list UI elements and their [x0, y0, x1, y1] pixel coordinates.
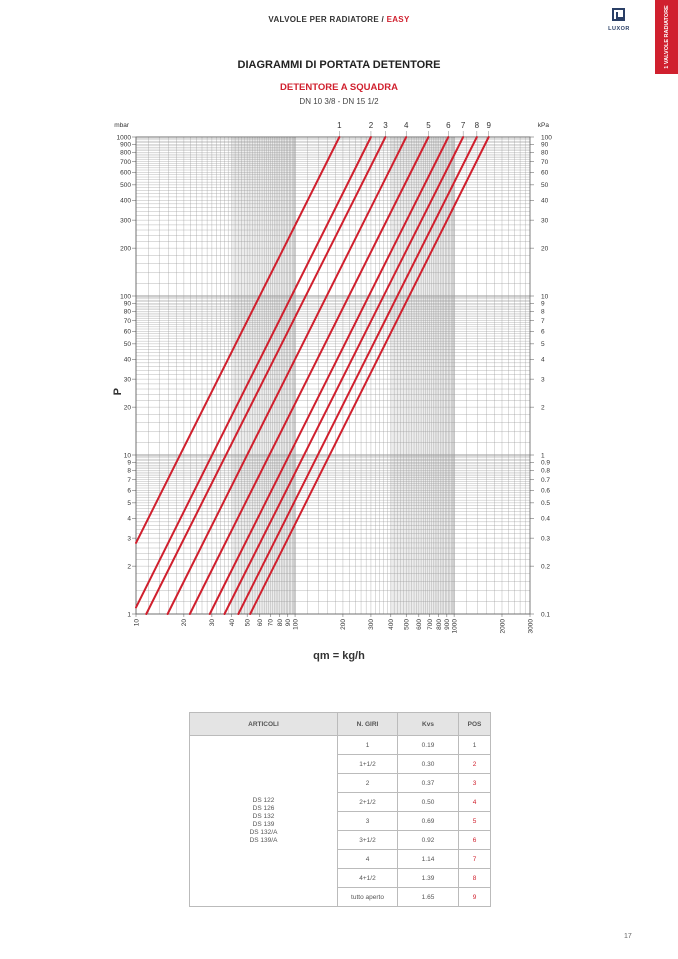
series-label-9: 9 — [486, 121, 491, 130]
series-label-2: 2 — [368, 121, 374, 130]
y-tick-label-left: 90 — [123, 300, 131, 308]
y-tick-label-right: 100 — [541, 134, 552, 142]
pos-cell: 7 — [459, 850, 491, 869]
x-tick-label: 400 — [388, 619, 396, 630]
y-tick-label-left: 50 — [123, 341, 131, 349]
y-tick-label-left: 100 — [120, 293, 131, 301]
header-kvs: Kvs — [398, 713, 459, 736]
y-tick-label-right: 20 — [541, 245, 549, 253]
y-tick-label-right: 0.3 — [541, 535, 551, 543]
y-tick-label-left: 4 — [127, 515, 131, 523]
plot-frame — [136, 137, 530, 614]
series-label-7: 7 — [460, 121, 466, 130]
y-tick-label-left: 30 — [123, 376, 131, 384]
giri-cell: 2+1/2 — [338, 793, 398, 812]
x-tick-label: 90 — [285, 619, 293, 627]
y-tick-label-right: 0.5 — [541, 500, 551, 508]
x-tick-label: 1000 — [451, 619, 459, 634]
pos-cell: 5 — [459, 812, 491, 831]
y-tick-label-left: 400 — [120, 197, 131, 205]
y-tick-label-left: 8 — [127, 467, 131, 475]
y-tick-label-right: 7 — [541, 317, 545, 325]
x-tick-label: 50 — [244, 619, 252, 627]
y-tick-label-left: 7 — [127, 476, 131, 484]
series-label-5: 5 — [426, 121, 431, 130]
chart-subtitle: DETENTORE A SQUADRA — [280, 82, 398, 93]
giri-cell: 3+1/2 — [338, 831, 398, 850]
articolo-code: DS 139/A — [249, 837, 278, 844]
section-title — [0, 15, 678, 24]
table-row — [190, 736, 491, 755]
y-tick-label-right: 90 — [541, 141, 549, 149]
y-tick-label-right: 0.2 — [541, 563, 551, 571]
chart-title: DIAGRAMMI DI PORTATA DETENTORE — [237, 59, 441, 71]
flow-chart — [0, 110, 678, 650]
x-tick-label: 800 — [435, 619, 443, 630]
chapter-tab-label: 1 VALVOLE RADIATORE — [663, 5, 670, 69]
giri-cell: 2 — [338, 774, 398, 793]
giri-cell: tutto aperto — [338, 888, 398, 907]
kvs-cell: 1.14 — [398, 850, 459, 869]
logo-mark-icon — [612, 8, 625, 21]
giri-cell: 4 — [338, 850, 398, 869]
spec-table — [189, 712, 491, 907]
y-tick-label-right: 0.6 — [541, 487, 551, 495]
pos-cell: 9 — [459, 888, 491, 907]
y-tick-label-left: 800 — [120, 149, 131, 157]
series-label-6: 6 — [446, 121, 451, 130]
y-tick-label-right: 80 — [541, 149, 549, 157]
y-tick-label-right: 60 — [541, 169, 549, 177]
header-giri: N. GIRI — [338, 713, 398, 736]
kvs-cell: 0.30 — [398, 755, 459, 774]
kvs-cell: 0.92 — [398, 831, 459, 850]
giri-cell: 1 — [338, 736, 398, 755]
articolo-code: DS 122 — [252, 797, 275, 804]
kvs-cell: 0.69 — [398, 812, 459, 831]
series-label-4: 4 — [404, 121, 409, 130]
y-tick-label-left: 300 — [120, 217, 131, 225]
y-tick-label-right: 6 — [541, 328, 545, 336]
y-tick-label-left: 600 — [120, 169, 131, 177]
luxor-logo — [602, 8, 636, 36]
giri-cell: 4+1/2 — [338, 869, 398, 888]
chart-size-range: DN 10 3/8 - DN 15 1/2 — [299, 97, 379, 106]
articolo-code: DS 132 — [252, 813, 275, 820]
y-tick-label-left: 6 — [127, 487, 131, 495]
x-tick-label: 20 — [181, 619, 189, 627]
grid-lines — [136, 137, 530, 614]
x-tick-label: 60 — [257, 619, 265, 627]
x-tick-label: 100 — [292, 619, 300, 630]
articolo-code: DS 132/A — [249, 829, 278, 836]
x-tick-label: 200 — [340, 619, 348, 630]
kvs-table — [189, 712, 491, 907]
y-tick-label-right: 0.8 — [541, 467, 551, 475]
y-tick-label-left: 1 — [127, 611, 131, 619]
y-tick-label-left: 700 — [120, 158, 131, 166]
y-tick-label-left: 70 — [123, 317, 131, 325]
y-tick-label-right: 9 — [541, 300, 545, 308]
y-tick-label-left: 1000 — [116, 134, 131, 142]
y-tick-label-right: 0.1 — [541, 611, 551, 619]
x-tick-label: 700 — [426, 619, 434, 630]
series-label-8: 8 — [474, 121, 480, 130]
y-tick-label-right: 0.7 — [541, 476, 551, 484]
x-tick-label: 300 — [368, 619, 376, 630]
articolo-code: DS 139 — [252, 821, 275, 828]
articoli-cell — [190, 736, 338, 907]
y-tick-label-left: 20 — [123, 404, 131, 412]
y-tick-label-right: 4 — [541, 356, 545, 364]
subsection-name: EASY — [386, 15, 410, 24]
articolo-code: DS 126 — [252, 805, 275, 812]
y-tick-label-right: 1 — [541, 452, 545, 460]
pos-cell: 8 — [459, 869, 491, 888]
y-tick-label-right: 0.9 — [541, 459, 551, 467]
table-header-row — [190, 713, 491, 736]
giri-cell: 1+1/2 — [338, 755, 398, 774]
table-body — [190, 736, 491, 907]
y-tick-label-right: 70 — [541, 158, 549, 166]
y-tick-label-right: 5 — [541, 341, 545, 349]
y-right-unit: kPa — [537, 122, 549, 129]
x-tick-label: 900 — [444, 619, 452, 630]
x-tick-label: 2000 — [499, 619, 507, 634]
y-tick-label-right: 50 — [541, 182, 549, 190]
y-tick-label-right: 10 — [541, 293, 549, 301]
x-tick-label: 500 — [403, 619, 411, 630]
y-tick-label-left: 5 — [127, 500, 131, 508]
section-name: VALVOLE PER RADIATORE — [268, 15, 380, 24]
y-tick-label-right: 0.4 — [541, 515, 551, 523]
header-pos: POS — [459, 713, 491, 736]
header-articoli: ARTICOLI — [190, 713, 338, 736]
section-separator: / — [379, 15, 387, 24]
kvs-cell: 1.65 — [398, 888, 459, 907]
pos-cell: 2 — [459, 755, 491, 774]
y-tick-label-left: 200 — [120, 245, 131, 253]
series-label-3: 3 — [383, 121, 388, 130]
pos-cell: 1 — [459, 736, 491, 755]
pos-cell: 4 — [459, 793, 491, 812]
x-axis-label: qm = kg/h — [313, 650, 365, 662]
x-tick-label: 10 — [133, 619, 141, 627]
y-tick-label-right: 8 — [541, 308, 545, 316]
series-label-1: 1 — [337, 121, 342, 130]
y-tick-label-right: 3 — [541, 376, 545, 384]
y-tick-label-right: 2 — [541, 404, 545, 412]
x-tick-label: 3000 — [527, 619, 535, 634]
y-tick-label-left: 40 — [123, 356, 131, 364]
y-tick-label-left: 80 — [123, 308, 131, 316]
giri-cell: 3 — [338, 812, 398, 831]
x-tick-label: 40 — [229, 619, 237, 627]
x-tick-label: 600 — [416, 619, 424, 630]
y-left-unit: mbar — [114, 122, 129, 129]
logo-text: LUXOR — [608, 26, 630, 32]
kvs-cell: 0.19 — [398, 736, 459, 755]
y-tick-label-left: 9 — [127, 459, 131, 467]
y-tick-label-right: 40 — [541, 197, 549, 205]
y-tick-label-left: 500 — [120, 182, 131, 190]
y-tick-label-left: 900 — [120, 141, 131, 149]
page-number: 17 — [624, 933, 632, 940]
pos-cell: 6 — [459, 831, 491, 850]
kvs-cell: 0.50 — [398, 793, 459, 812]
x-tick-label: 30 — [209, 619, 217, 627]
y-tick-label-left: 3 — [127, 535, 131, 543]
y-tick-label-left: 2 — [127, 563, 131, 571]
pos-cell: 3 — [459, 774, 491, 793]
y-axis-label: P — [112, 388, 124, 396]
y-tick-label-left: 60 — [123, 328, 131, 336]
kvs-cell: 0.37 — [398, 774, 459, 793]
x-tick-label: 80 — [276, 619, 284, 627]
y-tick-label-right: 30 — [541, 217, 549, 225]
x-tick-label: 70 — [267, 619, 275, 627]
y-tick-label-left: 10 — [123, 452, 131, 460]
kvs-cell: 1.39 — [398, 869, 459, 888]
